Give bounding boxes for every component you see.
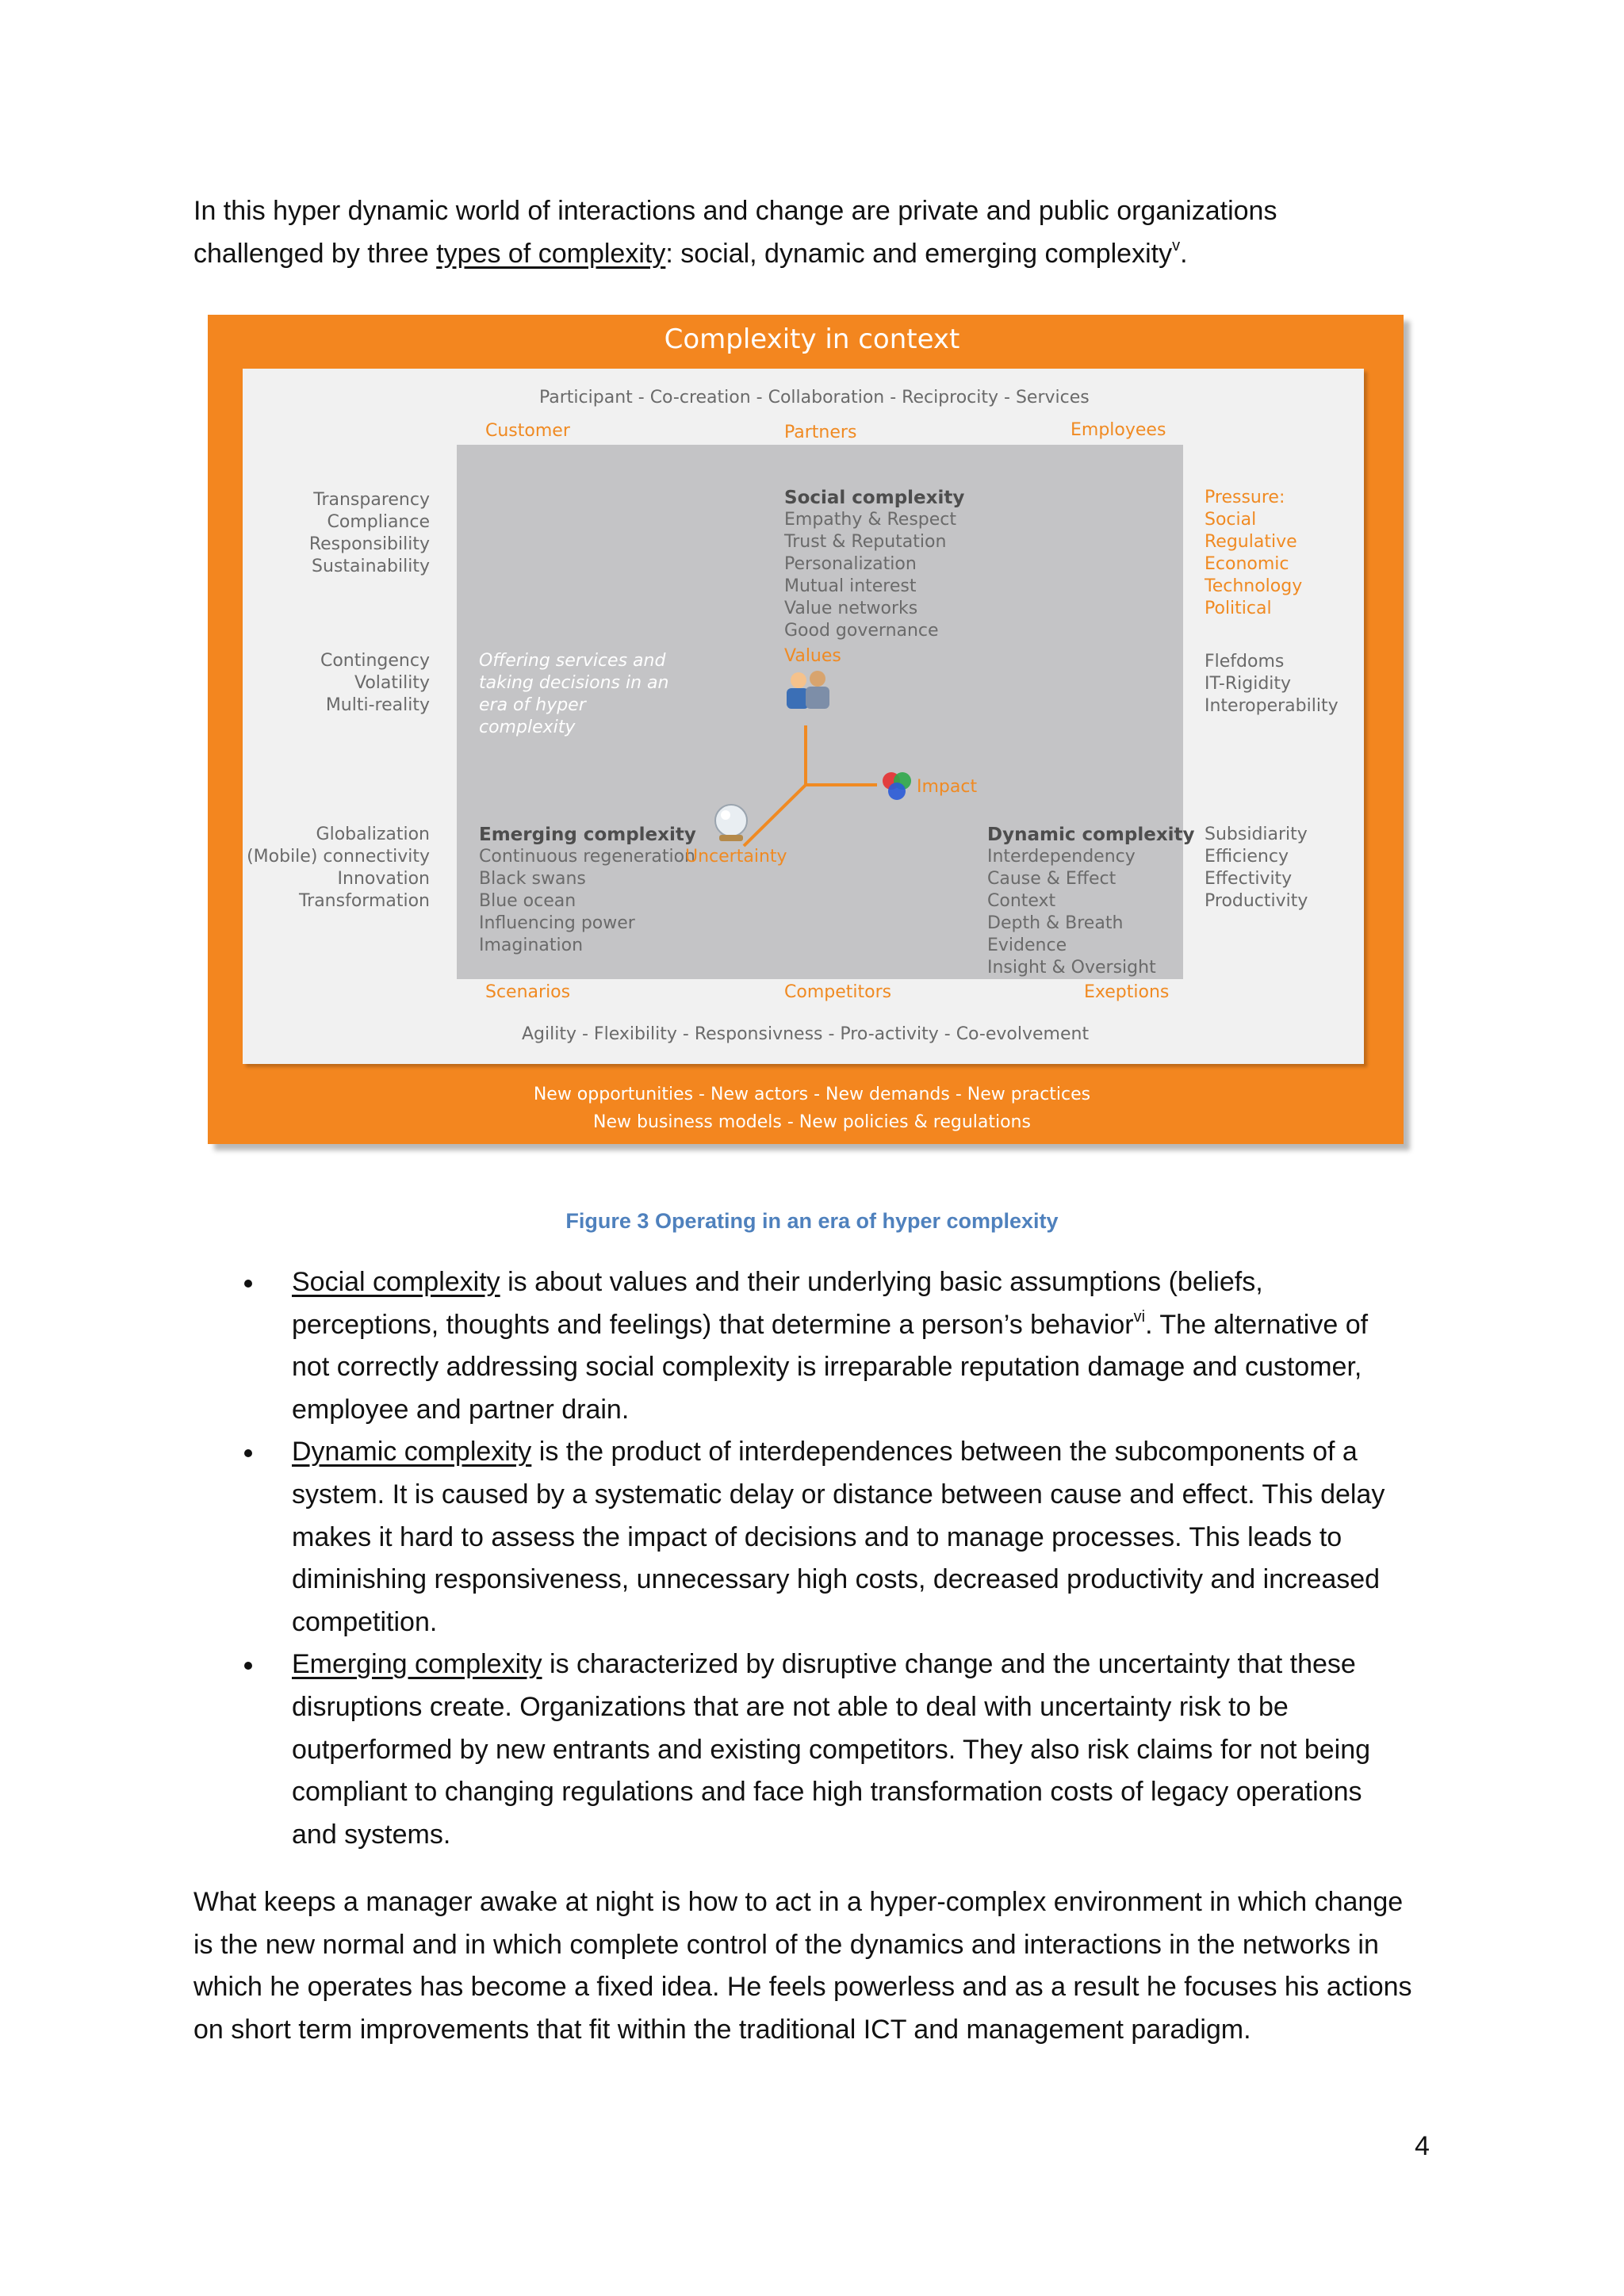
people-icon <box>787 671 829 709</box>
footnote-ref-vi[interactable]: vi <box>1133 1308 1146 1326</box>
rgb-circles-icon <box>883 772 911 800</box>
axis-lines <box>744 725 806 846</box>
social-complexity-link[interactable]: Social complexity <box>292 1267 500 1297</box>
types-of-complexity-link[interactable]: types of complexity <box>436 238 666 269</box>
top-axis-label: Participant - Co-creation - Collaboration - Reciprocity - Services <box>539 388 1090 408</box>
values-label: Values <box>784 646 841 666</box>
emerging-complexity-block: Emerging complexity Continuous regeneration Black swans Blue ocean Influencing power Imagination <box>479 825 696 955</box>
right-bottom-group: Subsidiarity Efficiency Effectivity Productivity <box>1205 825 1308 911</box>
crystal-ball-icon <box>715 805 747 841</box>
label-scenarios: Scenarios <box>485 982 571 1002</box>
figure-footer-1: New opportunities - New actors - New demands - New practices <box>533 1085 1091 1104</box>
dynamic-complexity-block: Dynamic complexity Interdependency Cause & Effect Context Depth & Breath Evidence Insight & Oversight <box>987 825 1195 978</box>
intro-line-1: In this hyper dynamic world of interactions and change are private and public organizations <box>193 196 1277 226</box>
list-item: Emerging complexity is characterized by disruptive change and the uncertainty that these disruptions create. Organizations that are not able to deal with uncertainty risk to be outperformed by new entrants and existing competitors. They also risk claims for not being compliant to changing regulations and face high transformation costs of legacy operations and systems. <box>193 1644 1446 1856</box>
bullet-icon <box>244 1662 252 1670</box>
emerging-complexity-link[interactable]: Emerging complexity <box>292 1649 542 1680</box>
label-competitors: Competitors <box>784 982 892 1002</box>
list-item: Social complexity is about values and their underlying basic assumptions (beliefs, perceptions, thoughts and feelings) that determine a person’s behavior$^{vi}$. The alternative of not correctly addressing social complexity is irreparable reputation damage and customer, employee and partner drain. <box>193 1261 1446 1431</box>
label-exeptions: Exeptions <box>1084 982 1170 1002</box>
impact-label: Impact <box>917 777 978 797</box>
closing-paragraph: What keeps a manager awake at night is how to act in a hyper-complex environment in which change is the new normal and in which complete control of the dynamics and interactions in the networks in which he operates has become a fixed idea. He feels powerless and as a result he focuses his actions on short term improvements that fit within the traditional ICT and management paradigm. <box>193 1887 1412 2045</box>
left-group-2: Contingency Volatility Multi-reality <box>320 651 430 715</box>
uncertainty-label: Uncertainty <box>685 847 787 867</box>
social-complexity-block: Social complexity Empathy & Respect Trust & Reputation Personalization Mutual interest Value networks Good governance <box>784 488 965 641</box>
label-employees: Employees <box>1071 420 1166 440</box>
right-pressure-group: Pressure: Social Regulative Economic Technology Political <box>1205 488 1303 618</box>
page-number: 4 <box>1415 2131 1430 2161</box>
figure-title: Complexity in context <box>664 323 960 355</box>
bullet-icon <box>244 1449 252 1457</box>
list-item: Dynamic complexity is the product of interdependences between the subcomponents of a system. It is caused by a systematic delay or distance between cause and effect. This delay makes it hard to assess the impact of decisions and to manage processes. This leads to diminishing responsiveness, unnecessary high costs, decreased productivity and increased competition. <box>193 1431 1446 1644</box>
label-customer: Customer <box>485 421 570 441</box>
label-partners: Partners <box>784 423 857 442</box>
footnote-ref-v[interactable]: v <box>1172 237 1181 255</box>
figure-caption: Figure 3 Operating in an era of hyper complexity <box>565 1209 1059 1233</box>
left-group-1: Transparency Compliance Responsibility Sustainability <box>308 490 430 576</box>
bullet-icon <box>244 1280 252 1288</box>
complexity-bullet-list <box>193 1261 1446 1856</box>
intro-paragraph: In this hyper dynamic world of interactions and change are private and public organizations challenged by three types of complexity: social, dynamic and emerging complexity$^v$. <box>193 196 1277 269</box>
dynamic-complexity-link[interactable]: Dynamic complexity <box>292 1437 532 1468</box>
center-italic-text: Offering services and taking decisions in an era of hyper complexity <box>479 651 669 737</box>
bottom-axis-label: Agility - Flexibility - Responsivness - Pro-activity - Co-evolvement <box>522 1024 1090 1044</box>
right-mid-group: Flefdoms IT-Rigidity Interoperability <box>1205 652 1339 716</box>
left-group-3: Globalization (Mobile) connectivity Innovation Transformation <box>247 825 430 911</box>
figure-footer-2: New business models - New policies & regulations <box>593 1112 1031 1132</box>
